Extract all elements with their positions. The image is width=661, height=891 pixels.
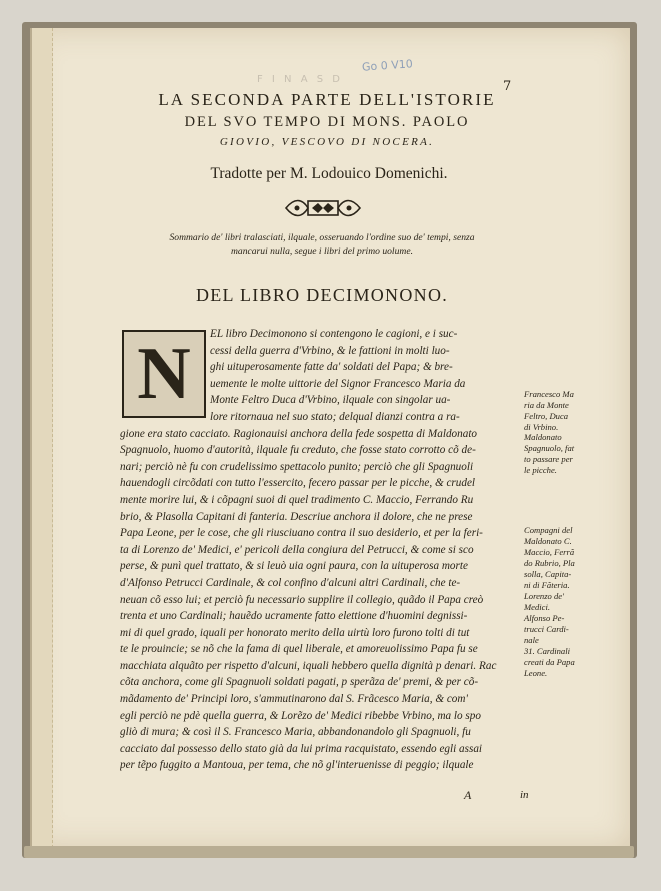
margin-note-line: Compagni del	[524, 525, 573, 535]
body-line: gione era stato cacciato. Ragionauisi anchora della fede sospetta di Maldonato	[120, 427, 478, 440]
margin-note-line: ni di Fãteria.	[524, 580, 570, 590]
body-line: hauendogli circõdati con tutto l'essercito, fecero passar per le picche, & crudel	[120, 477, 476, 490]
margin-note-line: le picche.	[524, 465, 557, 475]
margin-note-line: Alfonso Pe-	[524, 613, 565, 623]
page-gutter	[32, 28, 53, 848]
body-line: brio, & Plasolla Capitani di fanteria. Descriue anchora il dolore, che ne prese	[120, 510, 473, 523]
body-line: mente morire lui, & i cõpagni suoi di quel tradimento C. Maccio, Ferrando Ru	[120, 493, 474, 506]
body-line: trenta et uno Cardinali; hauẽdo ucramente fatto elettione d'huomini degnissi-	[120, 610, 468, 623]
margin-note-line: Lorenzo de'	[524, 591, 564, 601]
body-line: cacciato dal possesso dello stato già da lui prima racquistato, essendo egli assai	[120, 742, 483, 755]
book-bottom-edge	[24, 846, 634, 858]
faded-library-stamp: F I N A S D	[257, 74, 343, 85]
body-line: egli perciò ne pdè quella guerra, & Lorẽzo de' Medici ribebbe Vrbino, ma lo spo	[120, 709, 481, 722]
margin-note-line: solla, Capita-	[524, 569, 572, 579]
body-line: gliò di mura; & così il S. Francesco Maria, abbandonandolo gli Spagnuoli, fu	[120, 726, 471, 739]
body-line: EL libro Decimonono si contengono le cagioni, e i suc-	[210, 328, 458, 340]
body-line: Monte Feltro Duca d'Vrbino, ilquale con singolar ua-	[210, 394, 451, 407]
margin-note-maldonato	[524, 432, 604, 476]
margin-note-line: Maccio, Ferrã	[524, 547, 575, 557]
signature-mark: A	[464, 788, 472, 802]
pencil-note: Go 0 V10	[361, 57, 414, 74]
margin-note-line: trucci Cardi-	[524, 624, 569, 634]
margin-note-line: creati da Papa	[524, 657, 575, 667]
body-line: lore ritornaua nel suo stato; delqual dianzi contra a ra-	[210, 410, 460, 423]
body-line: uemente le molte uittorie del Signor Francesco Maria da	[210, 377, 466, 390]
margin-note-line: Leone.	[524, 668, 548, 678]
body-line: nari; perciò nè fu con crudelissimo spettacolo punito; perciò che gli Spagnuoli	[120, 460, 474, 473]
body-line: perse, & punì quel trattato, & si leuò uia ogni paura, con la uituperosa morte	[120, 560, 468, 573]
margin-note-line: to passare per	[524, 454, 573, 464]
body-line: Spagnuolo, huomo d'autorità, ilquale fu creduto, che fosse stato corrotto cõ de-	[120, 444, 476, 457]
translator-line: Tradotte per M. Lodouico Domenichi.	[210, 165, 448, 182]
printers-ornament-icon	[284, 195, 362, 221]
body-line: cessi della guerra d'Vrbino, & le fattioni in molti luo-	[210, 344, 450, 357]
margin-note-line: di Vrbino.	[524, 422, 559, 432]
summary-line: Sommario de' libri tralasciati, ilquale, osseruando l'ordine suo de' tempi, senza	[169, 232, 475, 243]
body-line: macchiata alquãto per rispetto d'alcuni, iquali hebbero quella dignità p denari. Rac	[120, 659, 497, 672]
summary-line: mancarui nulla, segue i libri del primo uolume.	[230, 246, 413, 257]
margin-note-line: Maldonato C.	[524, 536, 572, 546]
body-line: ghi uituperosamente fatte da' soldati del Papa; & bre-	[210, 361, 453, 374]
margin-note-line: Francesco Ma	[524, 389, 574, 399]
book-heading: DEL LIBRO DECIMONONO.	[195, 285, 449, 305]
book-page	[30, 28, 630, 848]
margin-note-line: do Rubrio, Pla	[524, 558, 575, 568]
catchword: in	[520, 789, 529, 801]
margin-note-line: nale	[524, 635, 539, 645]
title-line-2: DEL SVO TEMPO DI MONS. PAOLO	[184, 114, 470, 130]
body-line: mi di quel grado, iquali per honorato merito della uirtù loro furono tolti di tut	[120, 626, 470, 639]
body-line: Papa Leone, per le cose, che gli riusciuano contra il suo desiderio, et per la feri-	[120, 527, 483, 540]
body-line: cõta anchora, come gli Spagnuoli soldati pagati, p sperãza de' premi, & per cõ-	[120, 676, 479, 689]
margin-note-compagni	[524, 525, 604, 679]
margin-note-line: Feltro, Duca	[524, 411, 569, 421]
body-line: ta di Lorenzo de' Medici, e' pericoli della congiura del Petrucci, & come si sco	[120, 543, 474, 556]
body-line: d'Alfonso Petrucci Cardinale, & col confino d'alcuni altri Cardinali, che te-	[120, 576, 461, 589]
margin-note-line: Spagnuolo, fat	[524, 443, 575, 453]
body-text	[120, 326, 520, 774]
title-line-3: GIOVIO, VESCOVO DI NOCERA.	[219, 136, 435, 148]
margin-note-line: Medici.	[524, 602, 551, 612]
body-line: te le prouincie; se nõ che la fama di quel liberale, et amoreuolissimo Papa fu se	[120, 643, 478, 656]
margin-note-francesco	[524, 389, 604, 433]
margin-note-line: Maldonato	[524, 432, 562, 442]
margin-note-line: 31. Cardinali	[524, 646, 570, 656]
body-line: mãdamento de' Principi loro, s'ammutinarono dal S. Frãcesco Maria, & com'	[120, 693, 468, 706]
title-line-1: LA SECONDA PARTE DELL'ISTORIE	[158, 90, 496, 109]
initial-letter: N	[137, 333, 191, 415]
body-line: neuan cõ esso lui; et perciò fu necessario supplire il collegio, quãdo il Papa creò	[120, 593, 484, 606]
margin-note-line: ria da Monte	[524, 400, 569, 410]
body-line: per tẽpo fuggito a Mantoua, per tema, che nõ gl'interuenisse di peggio; ilquale	[120, 759, 474, 772]
folio-number: 7	[503, 79, 512, 94]
